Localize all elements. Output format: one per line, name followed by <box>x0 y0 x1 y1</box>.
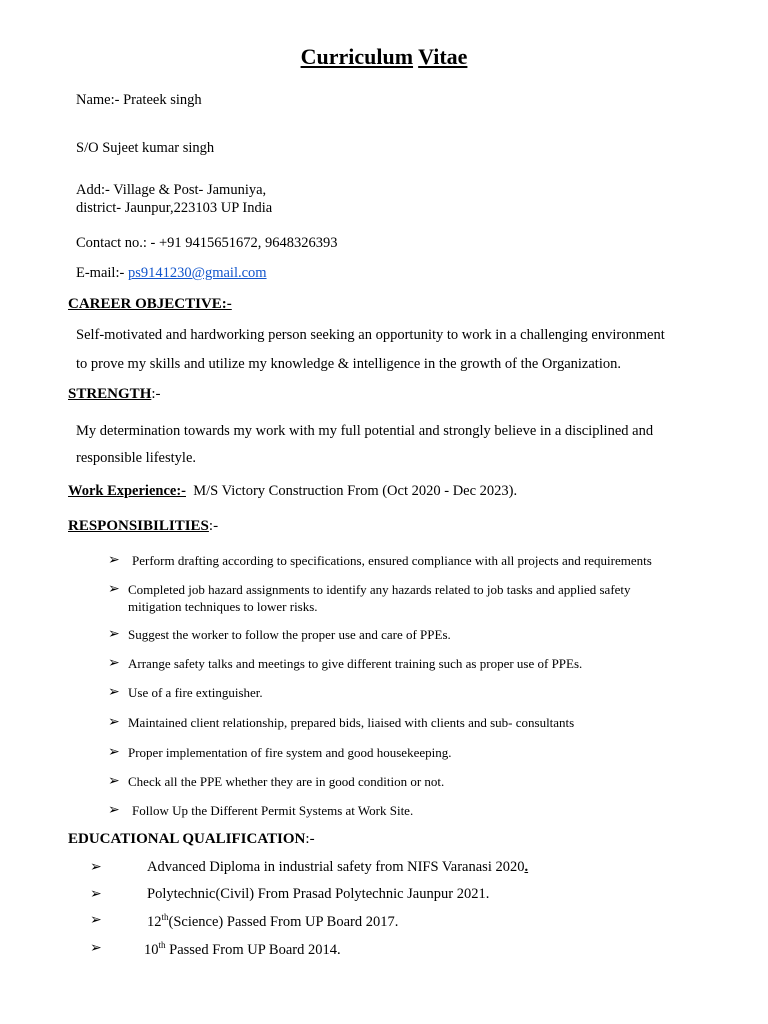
list-item-line: Arrange safety talks and meetings to give different training such as proper use of PPEs. <box>128 656 583 671</box>
list-item <box>132 802 413 819</box>
responsibilities-heading-text: RESPONSIBILITIES <box>68 518 209 534</box>
list-item-line: Maintained client relationship, prepared bids, liaised with clients and sub- consultants <box>128 715 575 730</box>
title-word-1: Curriculum <box>300 44 414 69</box>
address-line-2: district- Jaunpur,223103 UP India <box>76 200 273 216</box>
work-experience-text: M/S Victory Construction From (Oct 2020 - Dec 2023). <box>193 483 518 499</box>
bullet-icon: ➢ <box>90 860 102 875</box>
bullet-icon: ➢ <box>108 685 120 700</box>
list-item-line: Suggest the worker to follow the proper use and care of PPEs. <box>128 627 451 642</box>
list-item <box>128 581 631 615</box>
strength-line-1: My determination towards my work with my full potential and strongly believe in a disciplined and <box>76 423 654 439</box>
list-item <box>128 655 582 672</box>
list-item <box>128 714 574 731</box>
list-item: Advanced Diploma in industrial safety from NIFS Varanasi 2020. <box>147 859 529 875</box>
responsibilities-heading <box>68 518 218 535</box>
bullet-icon: ➢ <box>108 774 120 789</box>
name-line: Name:- Prateek singh <box>76 92 202 108</box>
list-item-line: Completed job hazard assignments to identify any hazards related to job tasks and applied safety <box>128 582 631 597</box>
bullet-icon: ➢ <box>90 941 102 956</box>
strength-heading <box>68 386 161 403</box>
career-objective-line-2: to prove my skills and utilize my knowledge & intelligence in the growth of the Organization. <box>76 356 621 372</box>
bullet-icon: ➢ <box>108 627 120 642</box>
bullet-icon: ➢ <box>108 715 120 730</box>
list-item <box>128 773 444 790</box>
list-item-line: Check all the PPE whether they are in good condition or not. <box>128 774 445 789</box>
email-line <box>76 265 267 282</box>
title-word-2: Vitae <box>418 44 468 69</box>
bullet-icon: ➢ <box>108 656 120 671</box>
work-experience-line <box>68 483 517 500</box>
education-heading-text: EDUCATIONAL QUALIFICATION <box>68 831 306 847</box>
bullet-icon: ➢ <box>108 803 120 818</box>
strength-heading-suffix: :- <box>151 386 161 402</box>
list-item-line: Proper implementation of fire system and good housekeeping. <box>128 745 452 760</box>
list-item-line: Perform drafting according to specifications, ensured compliance with all projects and requirements <box>132 553 652 568</box>
list-item-line: Use of a fire extinguisher. <box>128 685 263 700</box>
education-heading <box>68 831 315 848</box>
education-heading-suffix: :- <box>305 831 315 847</box>
list-item: 10th Passed From UP Board 2014. <box>144 940 341 958</box>
responsibilities-heading-suffix: :- <box>208 518 219 534</box>
email-label: E-mail:- <box>76 265 128 281</box>
career-objective-line-1: Self-motivated and hardworking person seeking an opportunity to work in a challenging environment <box>76 327 665 343</box>
list-item <box>128 626 451 643</box>
bullet-icon: ➢ <box>108 582 120 597</box>
page-title <box>0 44 768 70</box>
bullet-icon: ➢ <box>108 745 120 760</box>
work-experience-heading: Work Experience:- <box>68 483 186 499</box>
list-item: 12th(Science) Passed From UP Board 2017. <box>147 912 399 930</box>
list-item <box>128 744 451 761</box>
bullet-icon: ➢ <box>90 913 102 928</box>
list-item <box>128 684 263 701</box>
email-link[interactable]: ps9141230@gmail.com <box>127 265 267 281</box>
address-line-1: Add:- Village & Post- Jamuniya, <box>76 182 267 198</box>
contact-line: Contact no.: - +91 9415651672, 9648326393 <box>76 235 338 251</box>
list-item-line: mitigation techniques to lower risks. <box>128 599 318 614</box>
bullet-icon: ➢ <box>90 887 102 902</box>
father-line: S/O Sujeet kumar singh <box>76 140 215 156</box>
list-item-line: Follow Up the Different Permit Systems at Work Site. <box>132 803 414 818</box>
bullet-icon: ➢ <box>108 553 120 568</box>
strength-line-2: responsible lifestyle. <box>76 450 197 466</box>
career-objective-heading: CAREER OBJECTIVE:- <box>68 296 232 312</box>
list-item <box>132 552 652 569</box>
strength-heading-text: STRENGTH <box>68 386 152 402</box>
list-item: Polytechnic(Civil) From Prasad Polytechnic Jaunpur 2021. <box>147 886 490 902</box>
